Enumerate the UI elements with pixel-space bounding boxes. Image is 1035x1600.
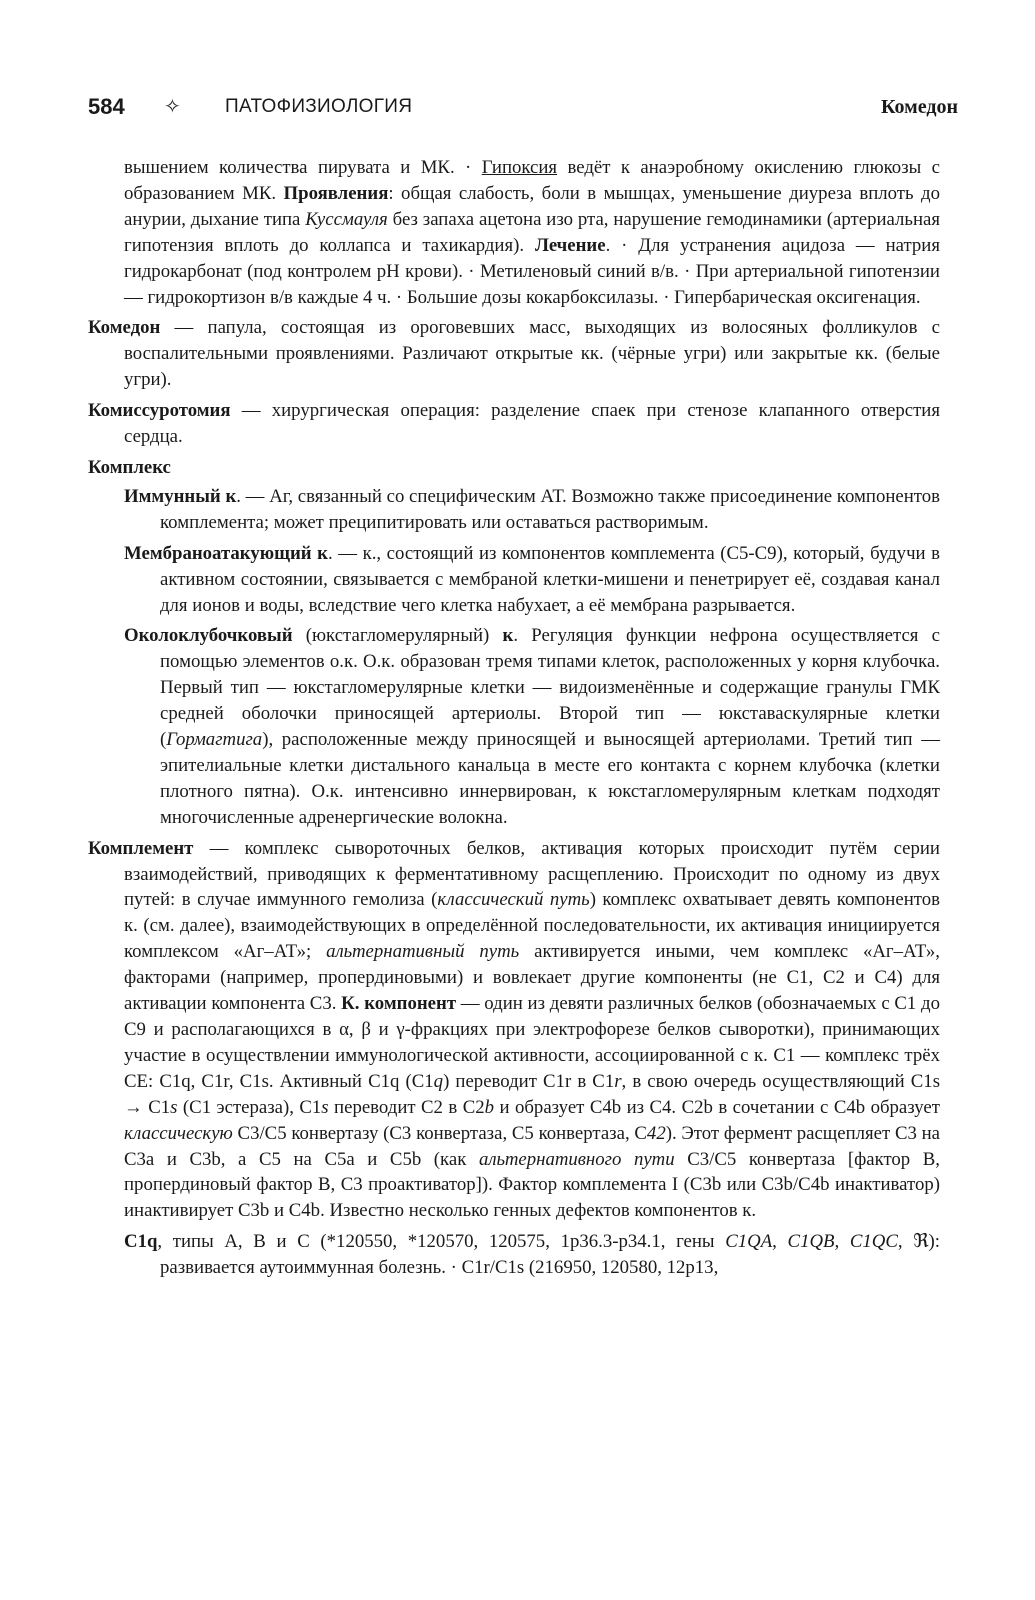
subentry-immunny: Иммунный к. — Аг, связанный со специфическим АТ. Возможно также присоединение компонентов комплемента; может преципитировать или оставаться растворимым. (124, 485, 940, 533)
entry-term: Комплекс (88, 456, 171, 478)
subentry-okoloklubochkovy: Околоклубочковый (юкстагломерулярный) к. Регуляция функции нефрона осуществляется с помощью элементов о.к. О.к. образован тремя типами клеток, расположенных у корня клубочка. Первый тип — юкстагломерулярные клетки — видоизменённые и содержащие гранулы ГМК средней оболочки приносящей артериолы. Второй тип — юкставаскулярные клетки (Гормагтига), расположенные между приносящей и выносящей артериолами. Третий тип — эпителиальные клетки дистального канальца в месте его контакта с корнем клубочка (клетки плотного пятна). О.к. интенсивно иннервирован, к юкстагломерулярным клеткам подходят многочисленные адренергические волокна. (124, 625, 940, 828)
entry-term: Комедон (88, 317, 161, 339)
page-number: 584 (88, 94, 125, 119)
entry-term: Комплемент (88, 837, 194, 859)
diamond-icon: ✧ (164, 94, 181, 118)
entry-komissurotomiya: Комиссуротомия — хирургическая операция: разделение спаек при стенозе клапанного отверстия сердца. (88, 400, 940, 448)
entry-term: Комиссуротомия (88, 400, 231, 422)
book-title: ПАТОФИЗИОЛОГИЯ (225, 96, 413, 117)
entry-komedon: Комедон — папула, состоящая из ороговевших масс, выходящих из волосяных фолликулов с воспалительными проявлениями. Различают открытые кк. (чёрные угри) или закрытые кк. (белые угри). (88, 317, 940, 391)
continued-paragraph: вышением количества пирувата и МК. · Гипоксия ведёт к анаэробному окислению глюкозы с образованием МК. Проявления: общая слабость, боли в мышцах, уменьшение диуреза вплоть до анурии, дыхание типа Куссмауля без запаха ацетона изо рта, нарушение гемодинамики (артериальная гипотензия вплоть до коллапса и тахикардия). Лечение. · Для устранения ацидоза — натрия гидрокарбонат (под контролем pH крови). · Метиленовый синий в/в. · При артериальной гипотензии — гидрокортизон в/в каждые 4 ч. · Большие дозы кокарбоксилазы. · Гипербарическая оксигенация. (124, 157, 940, 308)
running-header (88, 94, 958, 124)
entry-kompleks (88, 455, 940, 481)
subentry-c1q: C1q, типы А, В и С (*120550, *120570, 120575, 1р36.3-р34.1, гены C1QA, C1QB, C1QC, ℜ): развивается аутоиммунная болезнь. · C1r/C1s (216950, 120580, 12р13, (124, 1231, 940, 1279)
hypoxia-link: Гипоксия (481, 157, 558, 178)
entry-komplement: Комплемент — комплекс сывороточных белков, активация которых происходит путём серии взаимодействий, приводящих к ферментативному расщеплению. Происходит по одному из двух путей: в случае иммунного гемолиза (классический путь) комплекс охватывает девять компонентов к. (см. далее), взаимодействующих в определённой последовательности, их активация инициируется комплексом «Аг–АТ»; альтернативный путь активируется иными, чем комплекс «Аг–АТ», факторами (например, пропердиновыми) и вовлекает другие компоненты (не С1, С2 и С4) для активации компонента С3. К. компонент — один из девяти различных белков (обозначаемых с С1 до С9 и располагающихся в α, β и γ-фракциях при электрофорезе белков сыворотки), принимающих участие в осуществлении иммунологической активности, ассоциированной с к. С1 — комплекс трёх СЕ: C1q, C1r, C1s. Активный C1q (C1q) переводит C1r в C1r, в свою очередь осуществляющий C1s → C1s (С1 эстераза), C1s переводит С2 в С2b и образует С4b из С4. С2b в сочетании с С4b образует классическую С3/С5 конвертазу (С3 конвертаза, С5 конвертаза, С42). Этот фермент расщепляет С3 на С3а и С3b, а С5 на С5а и С5b (как альтернативного пути С3/С5 конвертаза [фактор В, пропердиновый фактор В, С3 проактиватор]). Фактор комплемента I (С3b или С3b/С4b инактиватор) инактивирует С3b и С4b. Известно несколько генных дефектов компонентов к. (88, 837, 941, 1222)
page-body (88, 155, 940, 1286)
running-term: Комедон (880, 96, 958, 118)
subentry-membranoatak: Мембраноатакующий к. — к., состоящий из компонентов комплемента (С5-С9), который, будучи в активном состоянии, связывается с мембраной клетки-мишени и пенетрирует её, создавая канал для ионов и воды, вследствие чего клетка набухает, а её мембрана разрывается. (124, 542, 940, 616)
